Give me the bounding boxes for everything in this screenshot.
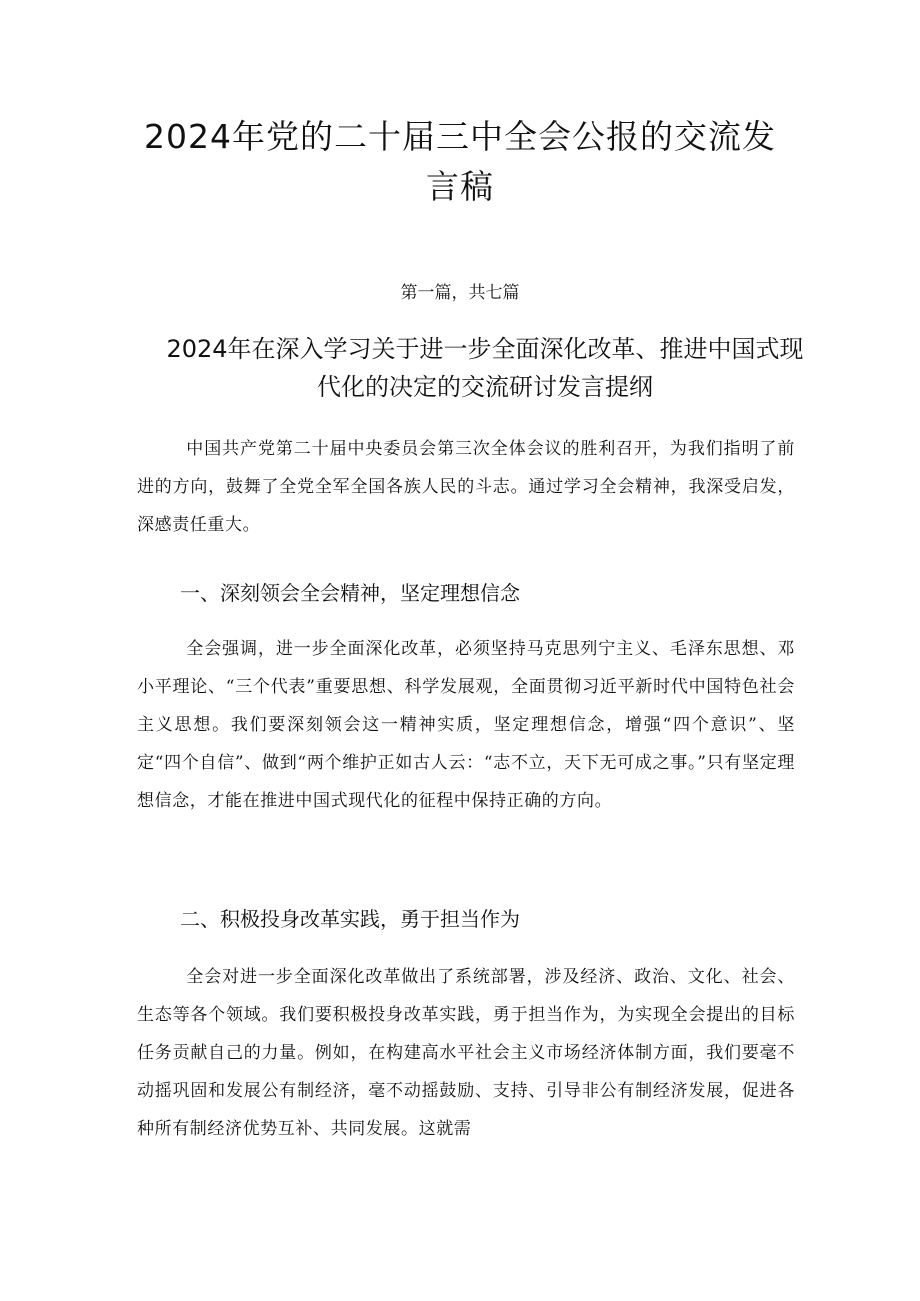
paragraph-reform: 全会对进一步全面深化改革做出了系统部署，涉及经济、政治、文化、社会、生态等各个领域。我们要积极投身改革实践，勇于担当作为，为实现全会提出的目标任务贡献自己的力量。例如，在构建高水平社会主义市场经济体制方面，我们要毫不动摇巩固和发展公有制经济，毫不动摇鼓励、支持、引导非公有制经济发展，促进各种所有制经济优势互补、共同发展。这就需 [137, 967, 795, 1139]
heading-one: 一、深刻领会全会精神，坚定理想信念 [180, 581, 520, 605]
section-subtitle: 2024年在深入学习关于进一步全面深化改革、推进中国式现代化的决定的交流研讨发言提纲 [166, 335, 804, 401]
heading-two: 二、积极投身改革实践，勇于担当作为 [180, 907, 520, 931]
paragraph-intro: 中国共产党第二十届中央委员会第三次全体会议的胜利召开，为我们指明了前进的方向，鼓舞了全党全军全国各族人民的斗志。通过学习全会精神，我深受启发，深感责任重大。 [137, 439, 795, 535]
document-title: 2024年党的二十届三中全会公报的交流发言稿 [144, 117, 776, 206]
paragraph-ideals: 全会强调，进一步全面深化改革，必须坚持马克思列宁主义、毛泽东思想、邓小平理论、“三个代表”重要思想、科学发展观，全面贯彻习近平新时代中国特色社会主义思想。我们要深刻领会这一精神实质，坚定理想信念，增强“四个意识”、坚定“四个自信”、做到“两个维护正如古人云：“志不立，天下无可成之事。”只有坚定理想信念，才能在推进中国式现代化的征程中保持正确的方向。 [137, 639, 795, 811]
part-label: 第一篇，共七篇 [400, 283, 520, 303]
